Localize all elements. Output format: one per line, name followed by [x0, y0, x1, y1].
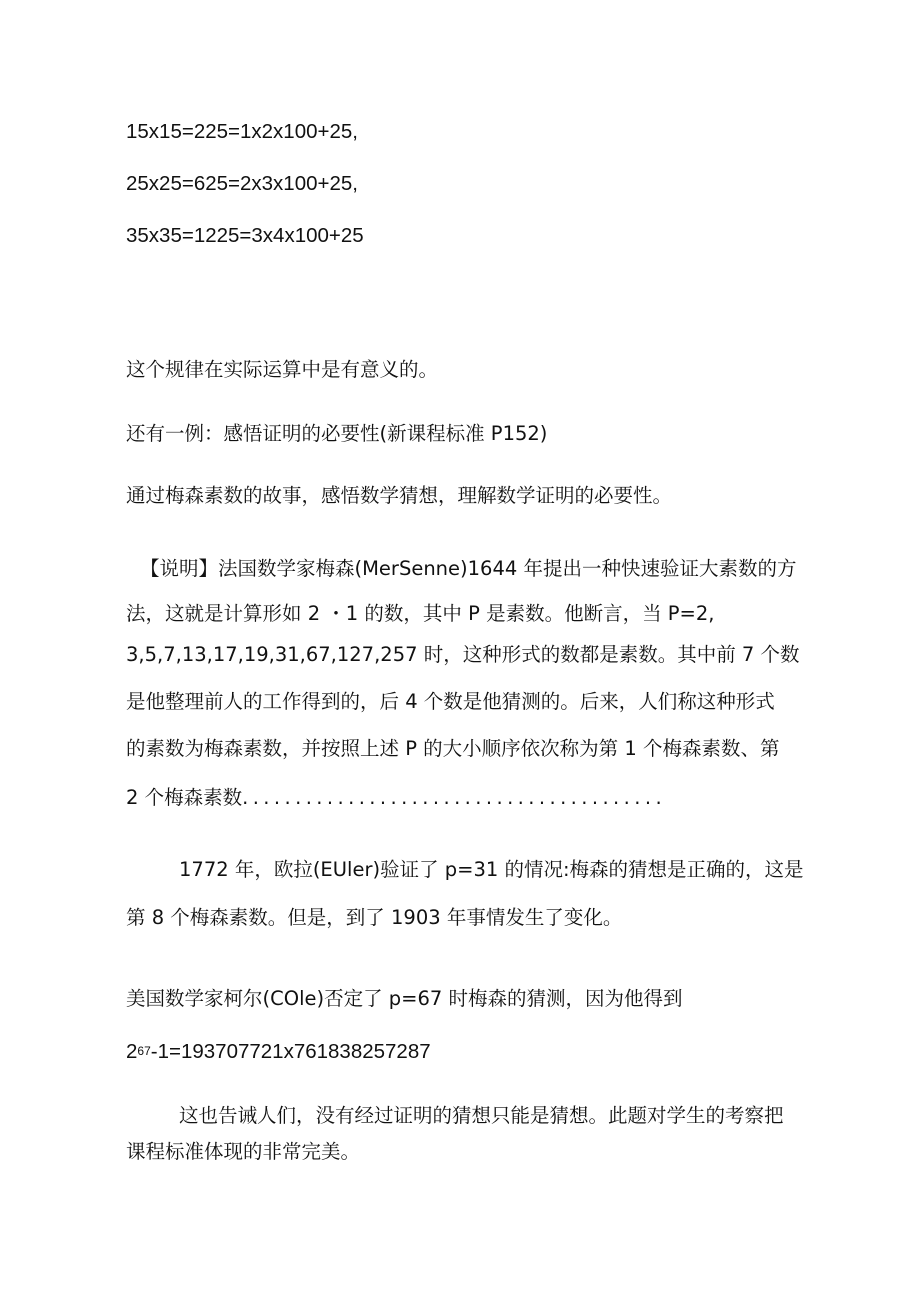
equation-3: 35x35=1225=3x4x100+25	[126, 224, 364, 247]
explanation-line-6	[126, 784, 666, 812]
ellipsis-dots: ........................................	[242, 786, 667, 809]
explanation-line-1: 【说明】法国数学家梅森(MerSenne)1644 年提出一种快速验证大素数的方	[140, 557, 797, 580]
euler-line-2: 第 8 个梅森素数。但是，到了 1903 年事情发生了变化。	[126, 906, 623, 929]
cole-sentence: 美国数学家柯尔(COle)否定了 p=67 时梅森的猜测，因为他得到	[126, 987, 683, 1010]
explanation-line-5: 的素数为梅森素数，并按照上述 P 的大小顺序依次称为第 1 个梅森素数、第	[126, 737, 780, 760]
explanation-line-4: 是他整理前人的工作得到的，后 4 个数是他猜测的。后来，人们称这种形式	[126, 690, 775, 713]
rule-sentence: 这个规律在实际运算中是有意义的。	[126, 358, 439, 381]
cole-equation-rest: -1=193707721x761838257287	[150, 1040, 431, 1063]
conclusion-line-2: 课程标准体现的非常完美。	[126, 1140, 361, 1163]
cole-equation-base: 2	[126, 1040, 138, 1063]
cole-equation-exponent: 67	[137, 1044, 151, 1058]
euler-line-1: 1772 年，欧拉(EUler)验证了 p=31 的情况:梅森的猜想是正确的，这是	[179, 858, 804, 881]
conclusion-line-1: 这也告诫人们，没有经过证明的猜想只能是猜想。此题对学生的考察把	[179, 1104, 784, 1127]
explanation-line-6-text: 2 个梅森素数	[126, 786, 243, 809]
cole-equation	[126, 1038, 431, 1068]
explanation-line-3: 3,5,7,13,17,19,31,67,127,257 时，这种形式的数都是素数。其中前 7 个数	[126, 643, 800, 666]
learning-goal: 通过梅森素数的故事，感悟数学猜想，理解数学证明的必要性。	[126, 484, 673, 507]
equation-1: 15x15=225=1x2x100+25,	[126, 120, 358, 143]
equation-2: 25x25=625=2x3x100+25,	[126, 172, 358, 195]
example-intro: 还有一例：感悟证明的必要性(新课程标准 P152)	[126, 422, 548, 445]
explanation-line-2: 法，这就是计算形如 2 ・1 的数，其中 P 是素数。他断言，当 P=2,	[126, 602, 715, 625]
